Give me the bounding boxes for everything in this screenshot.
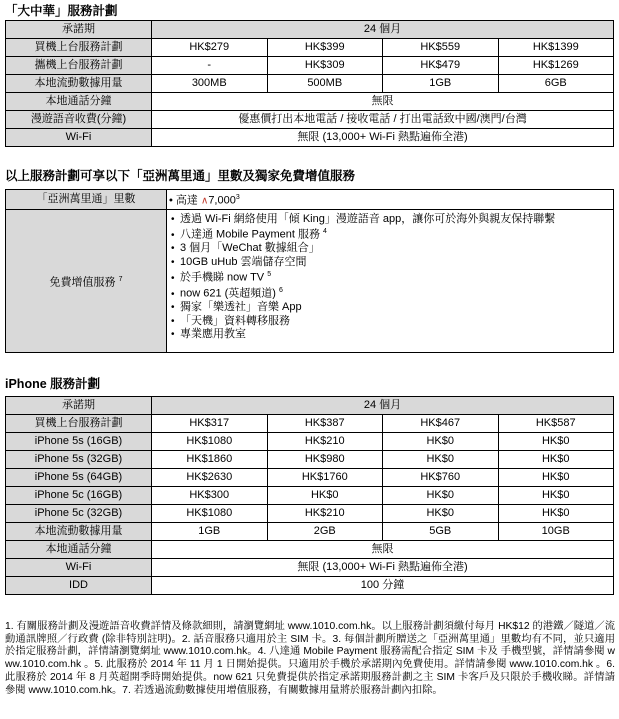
row-label: 買機上台服務計劃 — [6, 415, 152, 433]
cell: HK$279 — [152, 39, 268, 57]
cell: 無限 (13,000+ Wi-Fi 熱點遍佈全港) — [152, 559, 614, 577]
service-text: 八達通 Mobile Payment 服務 — [180, 229, 324, 242]
row-label: 攜機上台服務計劃 — [6, 57, 152, 75]
miles-label: 「亞洲萬里通」里數 — [6, 190, 167, 210]
bullet-icon: • — [169, 194, 173, 207]
list-item — [171, 242, 611, 255]
row-label: 本地流動數據用量 — [6, 523, 152, 541]
cell: HK$1080 — [152, 433, 268, 451]
cell: 5GB — [383, 523, 499, 541]
greater-china-plan-table — [5, 20, 614, 147]
cell: HK$309 — [267, 57, 383, 75]
list-item — [171, 301, 611, 314]
section3-title: iPhone 服務計劃 — [5, 377, 101, 391]
iphone-plan-table — [5, 396, 614, 595]
cell: HK$0 — [498, 487, 614, 505]
row-label: IDD — [6, 577, 152, 595]
cell: HK$210 — [267, 433, 383, 451]
cell: HK$210 — [267, 505, 383, 523]
row-label: iPhone 5s (64GB) — [6, 469, 152, 487]
service-footnote: 5 — [267, 271, 272, 279]
section1-title: 「大中華」服務計劃 — [5, 4, 118, 18]
service-text: now 621 (英超頻道) — [180, 288, 280, 300]
cell: 無限 — [152, 93, 614, 111]
commitment-value: 24 個月 — [152, 21, 614, 39]
service-text: 專業應用教室 — [180, 328, 246, 341]
service-text: 「天機」資料轉移服務 — [180, 314, 290, 327]
row-label: iPhone 5s (32GB) — [6, 451, 152, 469]
service-text: 獨家「樂透社」音樂 App — [180, 301, 302, 314]
cell: HK$0 — [498, 505, 614, 523]
row-label: iPhone 5c (16GB) — [6, 487, 152, 505]
table-row — [6, 129, 614, 147]
cell: HK$467 — [383, 415, 499, 433]
cell: HK$980 — [267, 451, 383, 469]
list-item — [171, 315, 611, 328]
list-item — [171, 285, 611, 301]
cell: HK$1760 — [267, 469, 383, 487]
cell: 300MB — [152, 75, 268, 93]
cell: 6GB — [498, 75, 614, 93]
table-row — [6, 210, 614, 353]
cell: HK$587 — [498, 415, 614, 433]
list-item — [171, 256, 611, 269]
table-row — [6, 469, 614, 487]
table-row — [6, 57, 614, 75]
cell: HK$479 — [383, 57, 499, 75]
row-label: 本地流動數據用量 — [6, 75, 152, 93]
value-added-services-table — [5, 189, 614, 353]
service-text: 於手機睇 now TV — [180, 271, 268, 284]
table-row — [6, 505, 614, 523]
cell: 1GB — [383, 75, 499, 93]
cell: HK$300 — [152, 487, 268, 505]
section2-title: 以上服務計劃可享以下「亞洲萬里通」里數及獨家免費增值服務 — [5, 169, 356, 183]
list-item — [171, 226, 611, 242]
cell: HK$1080 — [152, 505, 268, 523]
table-row — [6, 541, 614, 559]
row-label: Wi-Fi — [6, 559, 152, 577]
services-list-cell — [167, 210, 614, 353]
services-label-cell — [6, 210, 167, 353]
cell: 10GB — [498, 523, 614, 541]
cell: HK$0 — [498, 451, 614, 469]
service-footnote: 4 — [323, 228, 327, 236]
cell: 無限 — [152, 541, 614, 559]
commitment-label: 承諾期 — [6, 21, 152, 39]
commitment-label: 承諾期 — [6, 397, 152, 415]
cell: HK$0 — [383, 487, 499, 505]
service-text: 3 個月「WeChat 數據組合」 — [180, 242, 320, 255]
cell: HK$317 — [152, 415, 268, 433]
service-text: 10GB uHub 雲端儲存空間 — [180, 255, 307, 268]
table-row — [6, 523, 614, 541]
list-item — [171, 213, 611, 226]
row-label: 買機上台服務計劃 — [6, 39, 152, 57]
table-row — [6, 39, 614, 57]
cell: 100 分鐘 — [152, 577, 614, 595]
services-footnote: 7 — [118, 275, 123, 283]
row-label: iPhone 5c (32GB) — [6, 505, 152, 523]
table-row — [6, 559, 614, 577]
cell: HK$0 — [383, 433, 499, 451]
list-item — [171, 328, 611, 341]
cell: - — [152, 57, 268, 75]
cell: HK$399 — [267, 39, 383, 57]
list-item — [171, 269, 611, 285]
cell: 優惠價打出本地電話 / 接收電話 / 打出電話致中國/澳門/台灣 — [152, 111, 614, 129]
cell: 無限 (13,000+ Wi-Fi 熱點遍佈全港) — [152, 129, 614, 147]
table-row — [6, 487, 614, 505]
table-row — [6, 111, 614, 129]
miles-cell — [167, 190, 614, 210]
table-row — [6, 577, 614, 595]
row-label: iPhone 5s (16GB) — [6, 433, 152, 451]
miles-value: 7,000 — [208, 194, 236, 207]
service-text: 透過 Wi-Fi 網絡使用「傾 King」漫遊語音 app，讓你可於海外與親友保持聯繫 — [180, 213, 556, 225]
cell: HK$760 — [383, 469, 499, 487]
miles-footnote: 3 — [235, 194, 240, 202]
cell: HK$387 — [267, 415, 383, 433]
cell: HK$1269 — [498, 57, 614, 75]
row-label: 本地通話分鐘 — [6, 541, 152, 559]
row-label: 本地通話分鐘 — [6, 93, 152, 111]
miles-prefix: 高達 — [175, 194, 198, 207]
cell: 500MB — [267, 75, 383, 93]
commitment-value: 24 個月 — [152, 397, 614, 415]
service-footnote: 6 — [279, 287, 283, 295]
services-list — [169, 213, 611, 342]
cell: HK$559 — [383, 39, 499, 57]
cell: HK$1860 — [152, 451, 268, 469]
table-row — [6, 433, 614, 451]
row-label: 漫遊語音收費(分鐘) — [6, 111, 152, 129]
cell: 1GB — [152, 523, 268, 541]
cell: HK$0 — [383, 505, 499, 523]
cell: HK$0 — [498, 469, 614, 487]
cell: HK$1399 — [498, 39, 614, 57]
row-label: Wi-Fi — [6, 129, 152, 147]
footnotes: 1. 有關服務計劃及漫遊語音收費詳情及條款細則，請瀏覽網址 www.1010.com.hk。以上服務計劃須繳付每月 HK$12 的港鐵／隧道／流動通訊牌照／行政費 (除非特別註明)。2. 話音服務只適用於主 SIM 卡。3. 每個計劃所贈送之「亞洲萬里通」里數均有不同，並只適用於指定服務計劃，詳情請瀏覽網址 www.1010.com.hk。4. 八達通 Mobile Payment 服務需配合指定 SIM 卡及 手機型號，詳情請參閱 www.1010.com.hk 。5. 此服務於 2014 年 11 月 1 日開始提供。只適用於手機於承諾期內免費使用。詳情請參閱 www.1010.com.hk 。6. 此服務於 2014 年 8 月英超開季時開始提供。now 621 只免費提供於指定承諾期服務計劃之主 SIM 卡客戶及只限於手機收睇。詳情請參閱 www.1010.com.hk。7. 若透過流動數據使用增值服務，有關數據用量將於服務計劃內扣除。 — [5, 621, 615, 696]
cell: 2GB — [267, 523, 383, 541]
cell: HK$2630 — [152, 469, 268, 487]
table-row — [6, 75, 614, 93]
cell: HK$0 — [498, 433, 614, 451]
table-row — [6, 415, 614, 433]
table-row — [6, 190, 614, 210]
cell: HK$0 — [383, 451, 499, 469]
cell: HK$0 — [267, 487, 383, 505]
table-row — [6, 451, 614, 469]
up-caret-icon: ∧ — [200, 195, 209, 207]
services-label: 免費增值服務 — [49, 276, 116, 289]
table-row — [6, 93, 614, 111]
